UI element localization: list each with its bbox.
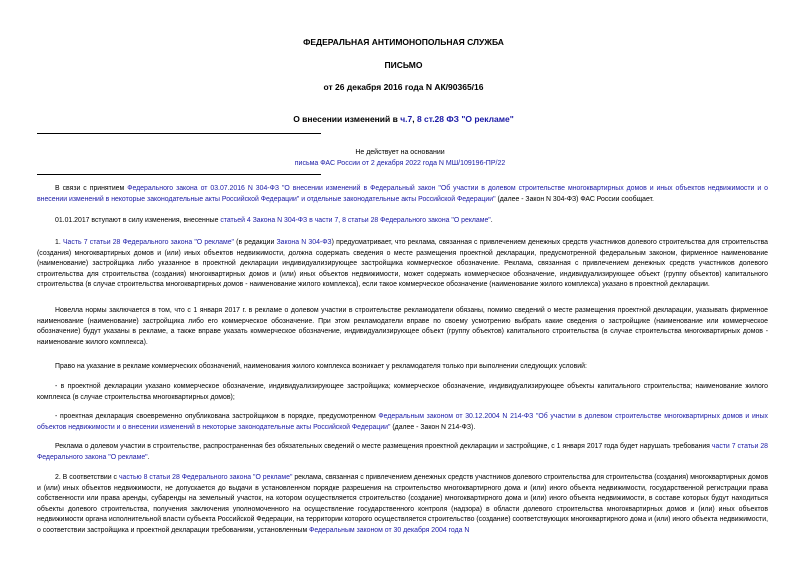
text: - проектная декларация своевременно опубликована застройщиком в порядке, предусмотренном xyxy=(55,413,379,420)
title-link-part7[interactable]: ч.7 xyxy=(400,114,413,124)
paragraph-violation xyxy=(37,442,768,463)
text: . xyxy=(490,217,493,224)
text: В связи с принятием xyxy=(55,185,128,192)
link-law-304fz-short[interactable]: Закона N 304-ФЗ xyxy=(276,239,332,246)
title-link-article28[interactable]: 8 ст.28 ФЗ "О рекламе" xyxy=(416,114,514,124)
paragraph-condition-2 xyxy=(37,412,768,433)
paragraph-point1 xyxy=(37,238,768,291)
paragraph-condition-1: - в проектной декларации указано коммерческое обозначение, индивидуализирующее застройщика; коммерческое обозначение, индивидуализирующее объекты капитального строительства; наименование жилого комплекса (в случае строительства многоквартирных домов); xyxy=(37,383,768,401)
document-title xyxy=(0,114,807,124)
paragraph-point2 xyxy=(37,473,768,536)
status-notice-text: Не действует на основании xyxy=(355,149,445,156)
link-part8-article28[interactable]: частью 8 статьи 28 Федерального закона "О рекламе" xyxy=(118,474,293,481)
status-notice-link[interactable]: письма ФАС России от 2 декабря 2022 года N МШ/109196-ПР/22 xyxy=(294,160,506,167)
title-separator: , xyxy=(412,114,417,124)
text: 2. В соответствии с xyxy=(55,474,119,481)
text: 1. xyxy=(55,239,63,246)
link-law-304fz[interactable]: Федерального закона от 03.07.2016 N 304-ФЗ "О внесении изменений в Федеральный закон "Об участии в долевом строительстве многоквартирных домов и иных объектов недвижимости и о внесении изменений в некоторые законодательные акты Российской Федерации" и отдельные законодательные акты Российской Федерации" xyxy=(37,185,768,203)
text: (далее - Закон N 214-ФЗ). xyxy=(390,423,476,431)
text: ) предусматривает, что реклама, связанная с привлечением денежных средств участников долевого строительства для строительства (создания) многоквартирных домов и (или) иных объектов недвижимости, должна содержать сведения о месте размещения проектной декларации, предусмотренной федеральным законом, фирменное наименование (наименование) застройщика либо указанное в проектной декларации индивидуализирующее застройщика коммерческое обозначение. Реклама, связанная с привлечением денежных средств участников долевого строительства для строительства (создания) многоквартирных домов и (или) иных объектов недвижимости, может содержать коммерческое обозначение, индивидуализирующее объект (группу объектов) капитального строительства (в случае строительства многоквартирных домов - наименование жилого комплекса), если такое коммерческое обозначение (наименование жилого комплекса) указано в проектной декларации. xyxy=(37,239,769,288)
link-law-214fz-b[interactable]: Федеральным законом от 30 декабря 2004 года N xyxy=(309,526,470,534)
text: 01.01.2017 вступают в силу изменения, внесенные xyxy=(55,217,221,224)
paragraph-conditions: Право на указание в рекламе коммерческих обозначений, наименования жилого комплекса возникает у рекламодателя только при выполнении следующих условий: xyxy=(55,363,587,370)
paragraph-intro xyxy=(37,184,768,205)
text: реклама, связанная с привлечением денежных средств участников долевого строительства для строительства (создания) многоквартирных домов и (или) иных объектов недвижимости, не допускается до выдачи в установленном порядке разрешения на строительство многоквартирного дома и (или) иного объекта недвижимости, государственной регистрации права собственности или права аренды, субаренды на земельный участок, на котором осуществляется строительство (создание) многоквартирного дома и (или) иного объекта недвижимости, в составе которых будут находиться объекты долевого строительства, получения заключения уполномоченного на осуществление государственного контроля (надзора) в области долевого строительства многоквартирных домов и (или) иных объектов недвижимости органа исполнительной власти субъекта Российской Федерации, на территории которого осуществляется строительство (создание) соответствующих многоквартирного дома и (или) иного объекта недвижимости, о соответствии застройщика и проектной декларации требованиям, установленным xyxy=(37,474,769,534)
document-type: ПИСЬМО xyxy=(384,60,423,70)
status-notice xyxy=(280,147,520,169)
link-part7-article28[interactable]: Часть 7 статьи 28 Федерального закона "О рекламе" xyxy=(62,239,234,246)
bottom-divider xyxy=(37,174,321,175)
text: (в редакции xyxy=(233,239,277,246)
organization-name: ФЕДЕРАЛЬНАЯ АНТИМОНОПОЛЬНАЯ СЛУЖБА xyxy=(303,37,504,47)
title-text: О внесении изменений в xyxy=(293,114,401,124)
document-date-number: от 26 декабря 2016 года N АК/90365/16 xyxy=(323,82,484,92)
paragraph-novelty: Новелла нормы заключается в том, что с 1 января 2017 г. в рекламе о долевом участии в строительстве рекламодатели обязаны, помимо сведений о месте размещения проектной декларации, указывать фирменное наименование (наименование) застройщика либо его коммерческое обозначение. При этом рекламодатели вправе по своему усмотрению выбрать какие сведения о застройщике (наименование или коммерческое обозначение) будут указаны в рекламе, а также вправе указать коммерческое обозначение, индивидуализирующее объект (группу объектов) капитального строительства (в случае строительства многоквартирных домов - наименование жилого комплекса). xyxy=(37,307,768,346)
text: (далее - Закон N 304-ФЗ) ФАС России сообщает. xyxy=(495,195,654,203)
text: Реклама о долевом участии в строительстве, распространенная без обязательных сведений о месте размещения проектной декларации и застройщике, с 1 января 2017 года будет нарушать требования xyxy=(55,443,712,450)
top-divider xyxy=(37,133,321,134)
link-part7-article28-b[interactable]: части 7 статьи 28 Федерального закона "О рекламе" xyxy=(37,443,768,461)
link-law-214fz[interactable]: Федеральным законом от 30.12.2004 N 214-ФЗ "Об участии в долевом строительстве многоквартирных домов и иных объектов недвижимости и о внесении изменений в некоторые законодательные акты Российской Федерации" xyxy=(37,413,769,431)
text: . xyxy=(147,453,150,461)
link-article4[interactable]: статьей 4 Закона N 304-ФЗ в части 7, 8 статьи 28 Федерального закона "О рекламе" xyxy=(220,217,491,224)
paragraph-effective-date xyxy=(37,216,768,227)
